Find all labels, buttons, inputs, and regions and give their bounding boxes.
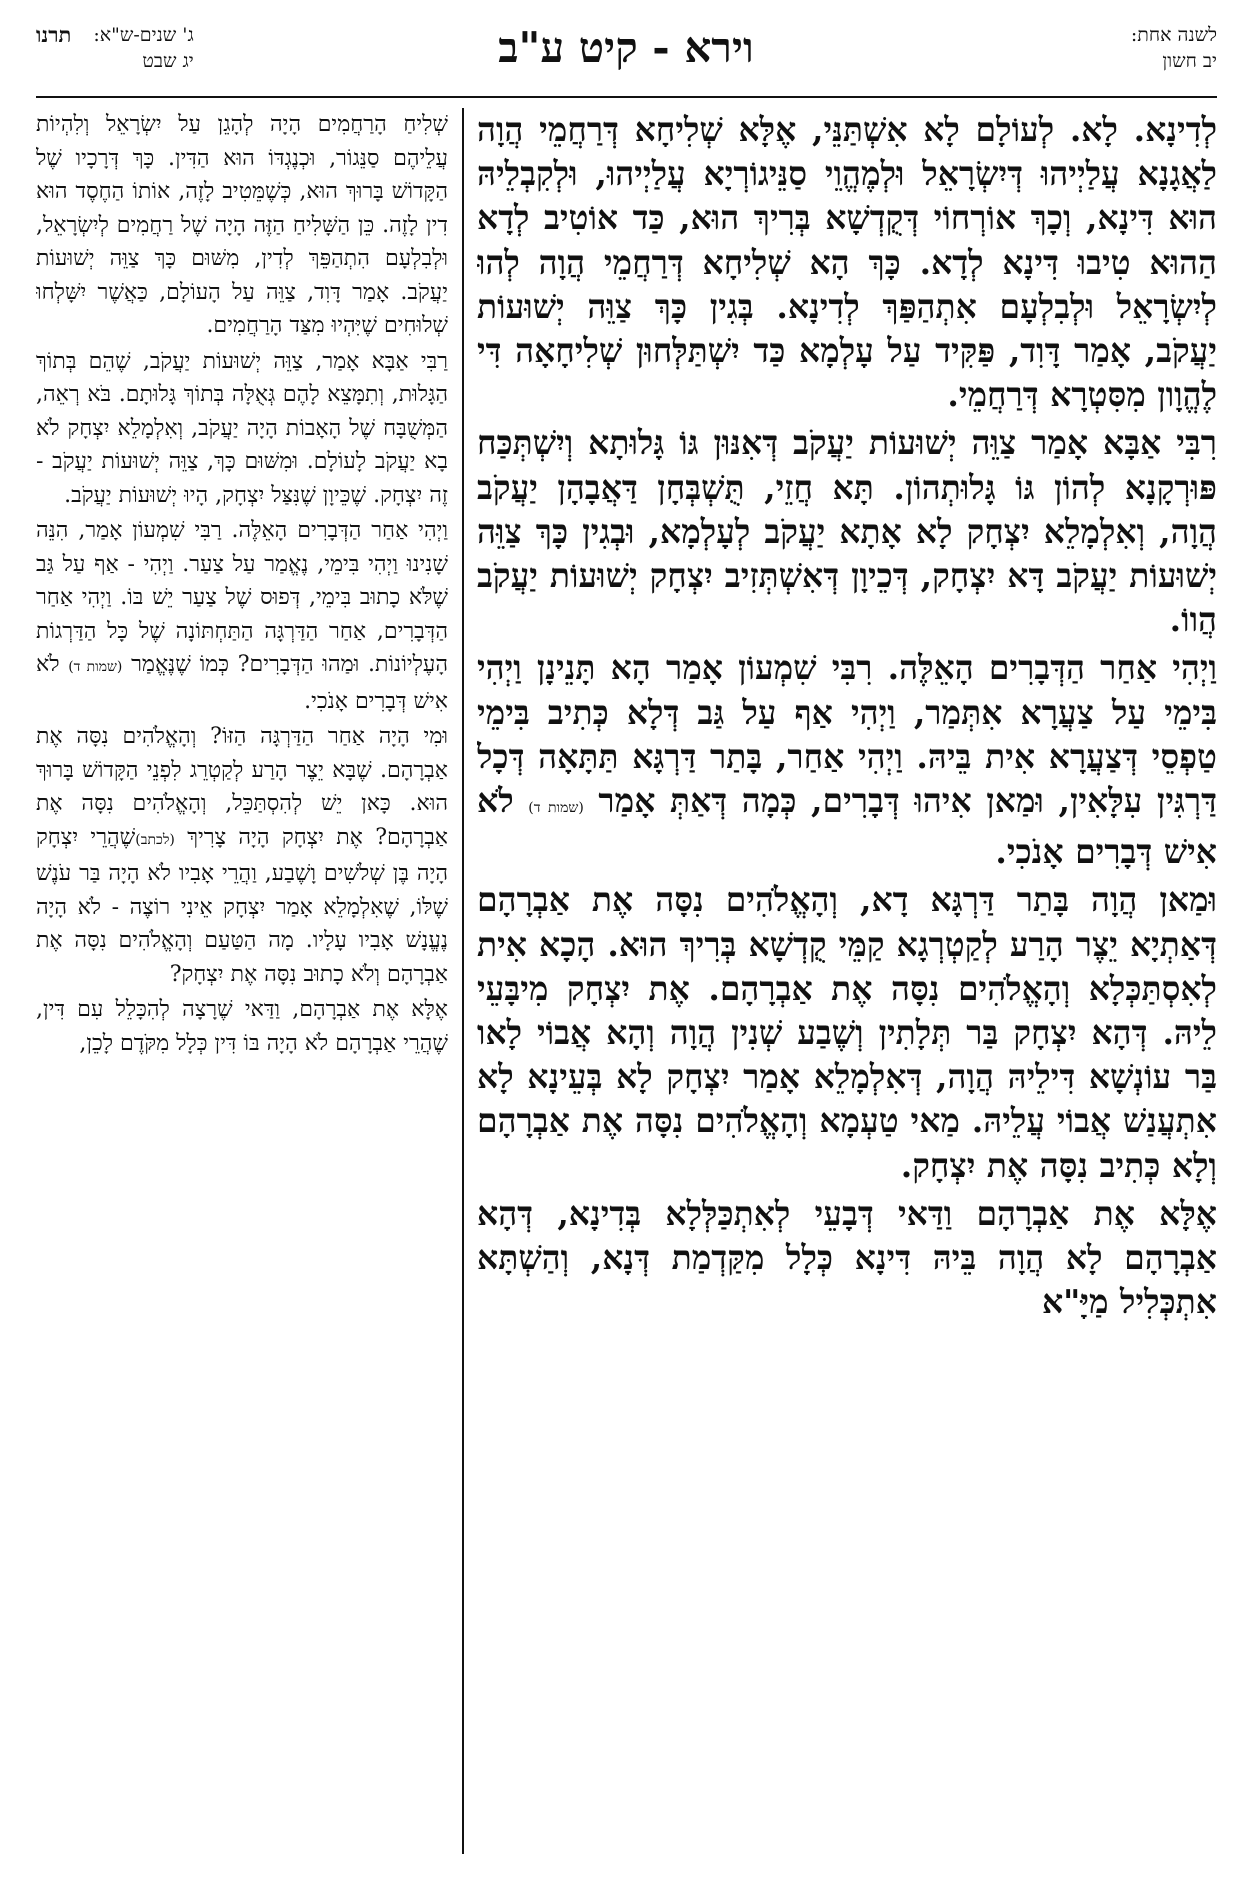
hebrew-paragraph: רַבִּי אַבָּא אָמַר, צַוֵּה יְשׁוּעוֹת יַעֲקֹב, שֶׁהֵם בְּתוֹךְ הַגָּלוּת, וְתִמָּצֵא לָהֶם גְּאֻלָּה בְּתוֹךְ גָּלוּתָם. בֹּא רְאֵה, הַמְּשֻׁבָּח שֶׁל הָאָבוֹת הָיָה יַעֲקֹב, וְאִלְמָלֵא יִצְחָק לֹא בָא יַעֲקֹב לָעוֹלָם. וּמִשּׁוּם כָּךְ, צַוֵּה יְשׁוּעוֹת יַעֲקֹב - זֶה יִצְחָק. שֶׁכֵּיוָן שֶׁנִּצַּל יִצְחָק, הָיוּ יְשׁוּעוֹת יַעֲקֹב. [36, 348, 448, 508]
page-number: תרנו [36, 22, 72, 47]
schedule-date-three-years: יג שבט [142, 50, 194, 72]
hebrew-paragraph-text: וַיְהִי אַחַר הַדְּבָרִים הָאֵלֶּה. רַבִּי שִׁמְעוֹן אָמַר, הִנֵּה שָׁנִינוּ וַיְהִי בִּימֵי, נֶאֱמַר עַל צַעַר. וַיְהִי - אַף עַל גַּב שֶׁלֹּא כָתוּב בִּימֵי, דְּפוּס שֶׁל צַעַר יֵשׁ בּוֹ. וַיְהִי אַחַר הַדְּבָרִים, אַחַר הַדַּרְגָּה הַתַּחְתּוֹנָה שֶׁל כָּל הַדַּרְגוֹת הָעֶלְיוֹנוֹת. וּמַהוּ הַדְּבָרִים? כְּמוֹ שֶׁנֶּאֱמַר [36, 518, 448, 677]
aramaic-column [477, 108, 1217, 1854]
hebrew-paragraph [36, 720, 448, 991]
hebrew-paragraph [36, 514, 448, 718]
schedule-label-one-year: לשנה אחת: [1130, 24, 1217, 46]
schedule-label-three-years: ג' שנים-ש"א: [93, 24, 194, 46]
aramaic-paragraph: אֶלָּא אֶת אַבְרָהָם וַדַּאי דְּבָעֵי לְאִתְכַּלְּלָא בְּדִינָא, דְּהָא אַבְרָהָם לָא הֲוָה בֵּיהּ דִּינָא כְּלָל מִקַּדְמַת דְּנָא, וְהַשְׁתָּא אִתְכְּלִיל מַיָּ"א [477, 1193, 1217, 1322]
hebrew-paragraph: שְׁלִיחַ הָרַחֲמִים הָיָה לְהָגֵן עַל יִשְׂרָאֵל וְלִהְיוֹת עֲלֵיהֶם סַנֵּגוֹר, וּכְנֶגְדּוֹ הוּא הַדִּין. כָּךְ דְּרָכָיו שֶׁל הַקָּדוֹשׁ בָּרוּךְ הוּא, כְּשֶׁמֵּטִיב לָזֶה, אוֹתוֹ הַחֶסֶד הוּא דִין לָזֶה. כֵּן הַשָּׁלִיחַ הַזֶּה הָיָה שֶׁל רַחֲמִים לְיִשְׂרָאֵל, וּלְבִלְעָם הִתְהַפֵּךְ לְדִין, מִשּׁוּם כָּךְ צַוֵּה יְשׁוּעוֹת יַעֲקֹב. אָמַר דָּוִד, צַוֵּה עַל הָעוֹלָם, כַּאֲשֶׁר יִשָּׁלְחוּ שְׁלוּחִים שֶׁיִּהְיוּ מִצַּד הָרַחֲמִים. [36, 112, 448, 338]
header-rule [36, 96, 1217, 98]
hebrew-paragraph-text: שֶׁהֲרֵי יִצְחָק הָיָה בֶּן שְׁלֹשִׁים וָשֶׁבַע, וַהֲרֵי אָבִיו לֹא הָיָה בַּר עֹנֶשׁ שֶׁלּוֹ, שֶׁאִלְמָלֵא אָמַר יִצְחָק אֵינִי רוֹצֶה - לֹא הָיָה נֶעֱנָשׁ אָבִיו עָלָיו. מָה הַטַּעַם וְהָאֱלֹהִים נִסָּה אֶת אַבְרָהָם וְלֹא כָתוּב נִסָּה אֶת יִצְחָק? [36, 824, 448, 987]
hebrew-translation-column [36, 108, 448, 1854]
page-header [36, 22, 1217, 92]
aramaic-paragraph: לְדִינָא. לָא. לְעוֹלָם לָא אִשְׁתַּנֵּי, אֶלָּא שְׁלִיחָא דְּרַחֲמֵי הֲוָה לַאֲגָנָא עֲלַיְיהוּ דְּיִשְׂרָאֵל וּלְמֶהֱוֵי סַנֵּיגוֹרְיָא עֲלַיְיהוּ, וּלְקִבְלֵיהּ הוּא דִּינָא, וְכָךְ אוֹרְחוֹי דְּקֻדְשָׁא בְּרִיךְ הוּא, כַּד אוֹטִיב לְדָא הַהוּא טִיבוּ דִּינָא לְדָא. כָּךְ הָא שְׁלִיחָא דְּרַחֲמֵי הֲוָה לְהוּ לְיִשְׂרָאֵל וּלְבִלְעָם אִתְהַפַּךְ לְדִינָא. בְּגִין כָּךְ צַוֵּה יְשׁוּעוֹת יַעֲקֹב, אָמַר דָּוִד, פַּקִּיד עַל עָלְמָא כַּד יִשְׁתַּלְּחוּן שְׁלִיחָאָה דִּי לֶהֱוָון מִסִּטְרָא דְּרַחֲמֵי. [477, 110, 1217, 415]
study-schedule-one-year [1131, 22, 1217, 74]
column-divider [462, 108, 464, 1854]
verse-reference: (שמות ד) [528, 800, 584, 817]
aramaic-paragraph [477, 646, 1217, 874]
hebrew-paragraph: אֶלָּא אֶת אַבְרָהָם, וַדַּאי שֶׁרָצָה לְהִכָּלֵל עִם דִּין, שֶׁהֲרֵי אַבְרָהָם לֹא הָיָה בּוֹ דִּין כְּלָל מִקֹּדֶם לָכֵן, [36, 997, 448, 1056]
marginal-note: (לכתב) [135, 831, 175, 848]
verse-quote: לֹא אִישׁ דְּבָרִים אָנֹכִי. [477, 781, 1217, 872]
aramaic-paragraph: רִבִּי אַבָּא אָמַר צַוֵּה יְשׁוּעוֹת יַעֲקֹב דְּאִנּוּן גּוֹ גָּלוּתָא וְיִשְׁתְּכַּח פּוּרְקָנָא לְהוֹן גּוֹ גָּלוּתְהוֹן. תָּא חֲזֵי, תֻּשְׁבְּחָן דַּאֲבָהָן יַעֲקֹב הֲוָה, וְאִלְמָלֵא יִצְחָק לָא אָתָא יַעֲקֹב לְעָלְמָא, וּבְגִין כָּךְ צַוֵּה יְשׁוּעוֹת יַעֲקֹב דָּא יִצְחָק, דְּכֵיוָן דְּאִשְׁתְּזִיב יִצְחָק יְשׁוּעוֹת יַעֲקֹב הֲווֹ. [477, 423, 1217, 640]
header-left-block [36, 22, 194, 74]
aramaic-paragraph-text: וַיְהִי אַחַר הַדְּבָרִים הָאֵלֶּה. רִבִּי שִׁמְעוֹן אָמַר הָא תָּנֵינָן וַיְהִי בִּימֵי עַל צַעֲרָא אִתְּמַר, וַיְהִי אַף עַל גַּב דְּלָא כְּתִיב בִּימֵי טַפְסֵי דְּצַעֲרָא אִית בֵּיהּ. וַיְהִי אַחַר, בָּתַר דַּרְגָּא תַּתָּאָה דְּכָל דַּרְגִּין עִלָּאִין, וּמַאן אִיהוּ דְּבָרִים, כְּמָה דְּאַתְּ אָמַר [477, 648, 1217, 821]
page-title: וירא - קיט ע"ב [498, 23, 754, 72]
schedule-date-one-year: יב חשון [1162, 50, 1217, 72]
verse-reference: (שמות ד) [68, 659, 123, 675]
aramaic-paragraph: וּמַאן הֲוָה בָּתַר דַּרְגָּא דָא, וְהָאֱלֹהִים נִסָּה אֶת אַבְרָהָם דְּאַתְיָא יֵצֶר הָרַע לְקַטְרְגָא קַמֵּי קֻדְשָׁא בְּרִיךְ הוּא. הָכָא אִית לְאִסְתַּכְּלָא וְהָאֱלֹהִים נִסָּה אֶת אַבְרָהָם. אֶת יִצְחָק מִיבָּעֵי לֵיהּ. דְּהָא יִצְחָק בַּר תְּלָתִין וְשֶׁבַע שְׁנִין הֲוָה וְהָא אֲבוֹי לָאו בַּר עוֹנְשָׁא דִּילֵיהּ הֲוָה, דְּאִלְמָלֵא אָמַר יִצְחָק לָא בְּעֵינָא לָא אִתְעֲנַשׁ אֲבוֹי עֲלֵיהּ. מַאי טַעְמָא וְהָאֱלֹהִים נִסָּה אֶת אַבְרָהָם וְלָא כְּתִיב נִסָּה אֶת יִצְחָק. [477, 880, 1217, 1185]
study-schedule-three-years [93, 22, 193, 74]
verse-quote: לֹא אִישׁ דְּבָרִים אָנֹכִי. [36, 652, 448, 714]
hebrew-paragraph-text: וּמִי הָיָה אַחַר הַדַּרְגָּה הַזּוֹ? וְהָאֱלֹהִים נִסָּה אֶת אַבְרָהָם. שֶׁבָּא יֵצֶר הָרַע לְקַטְרֵג לִפְנֵי הַקָּדוֹשׁ בָּרוּךְ הוּא. כָּאן יֵשׁ לְהִסְתַּכֵּל, וְהָאֱלֹהִים נִסָּה אֶת אַבְרָהָם? אֶת יִצְחָק הָיָה צָרִיךְ [36, 724, 448, 850]
